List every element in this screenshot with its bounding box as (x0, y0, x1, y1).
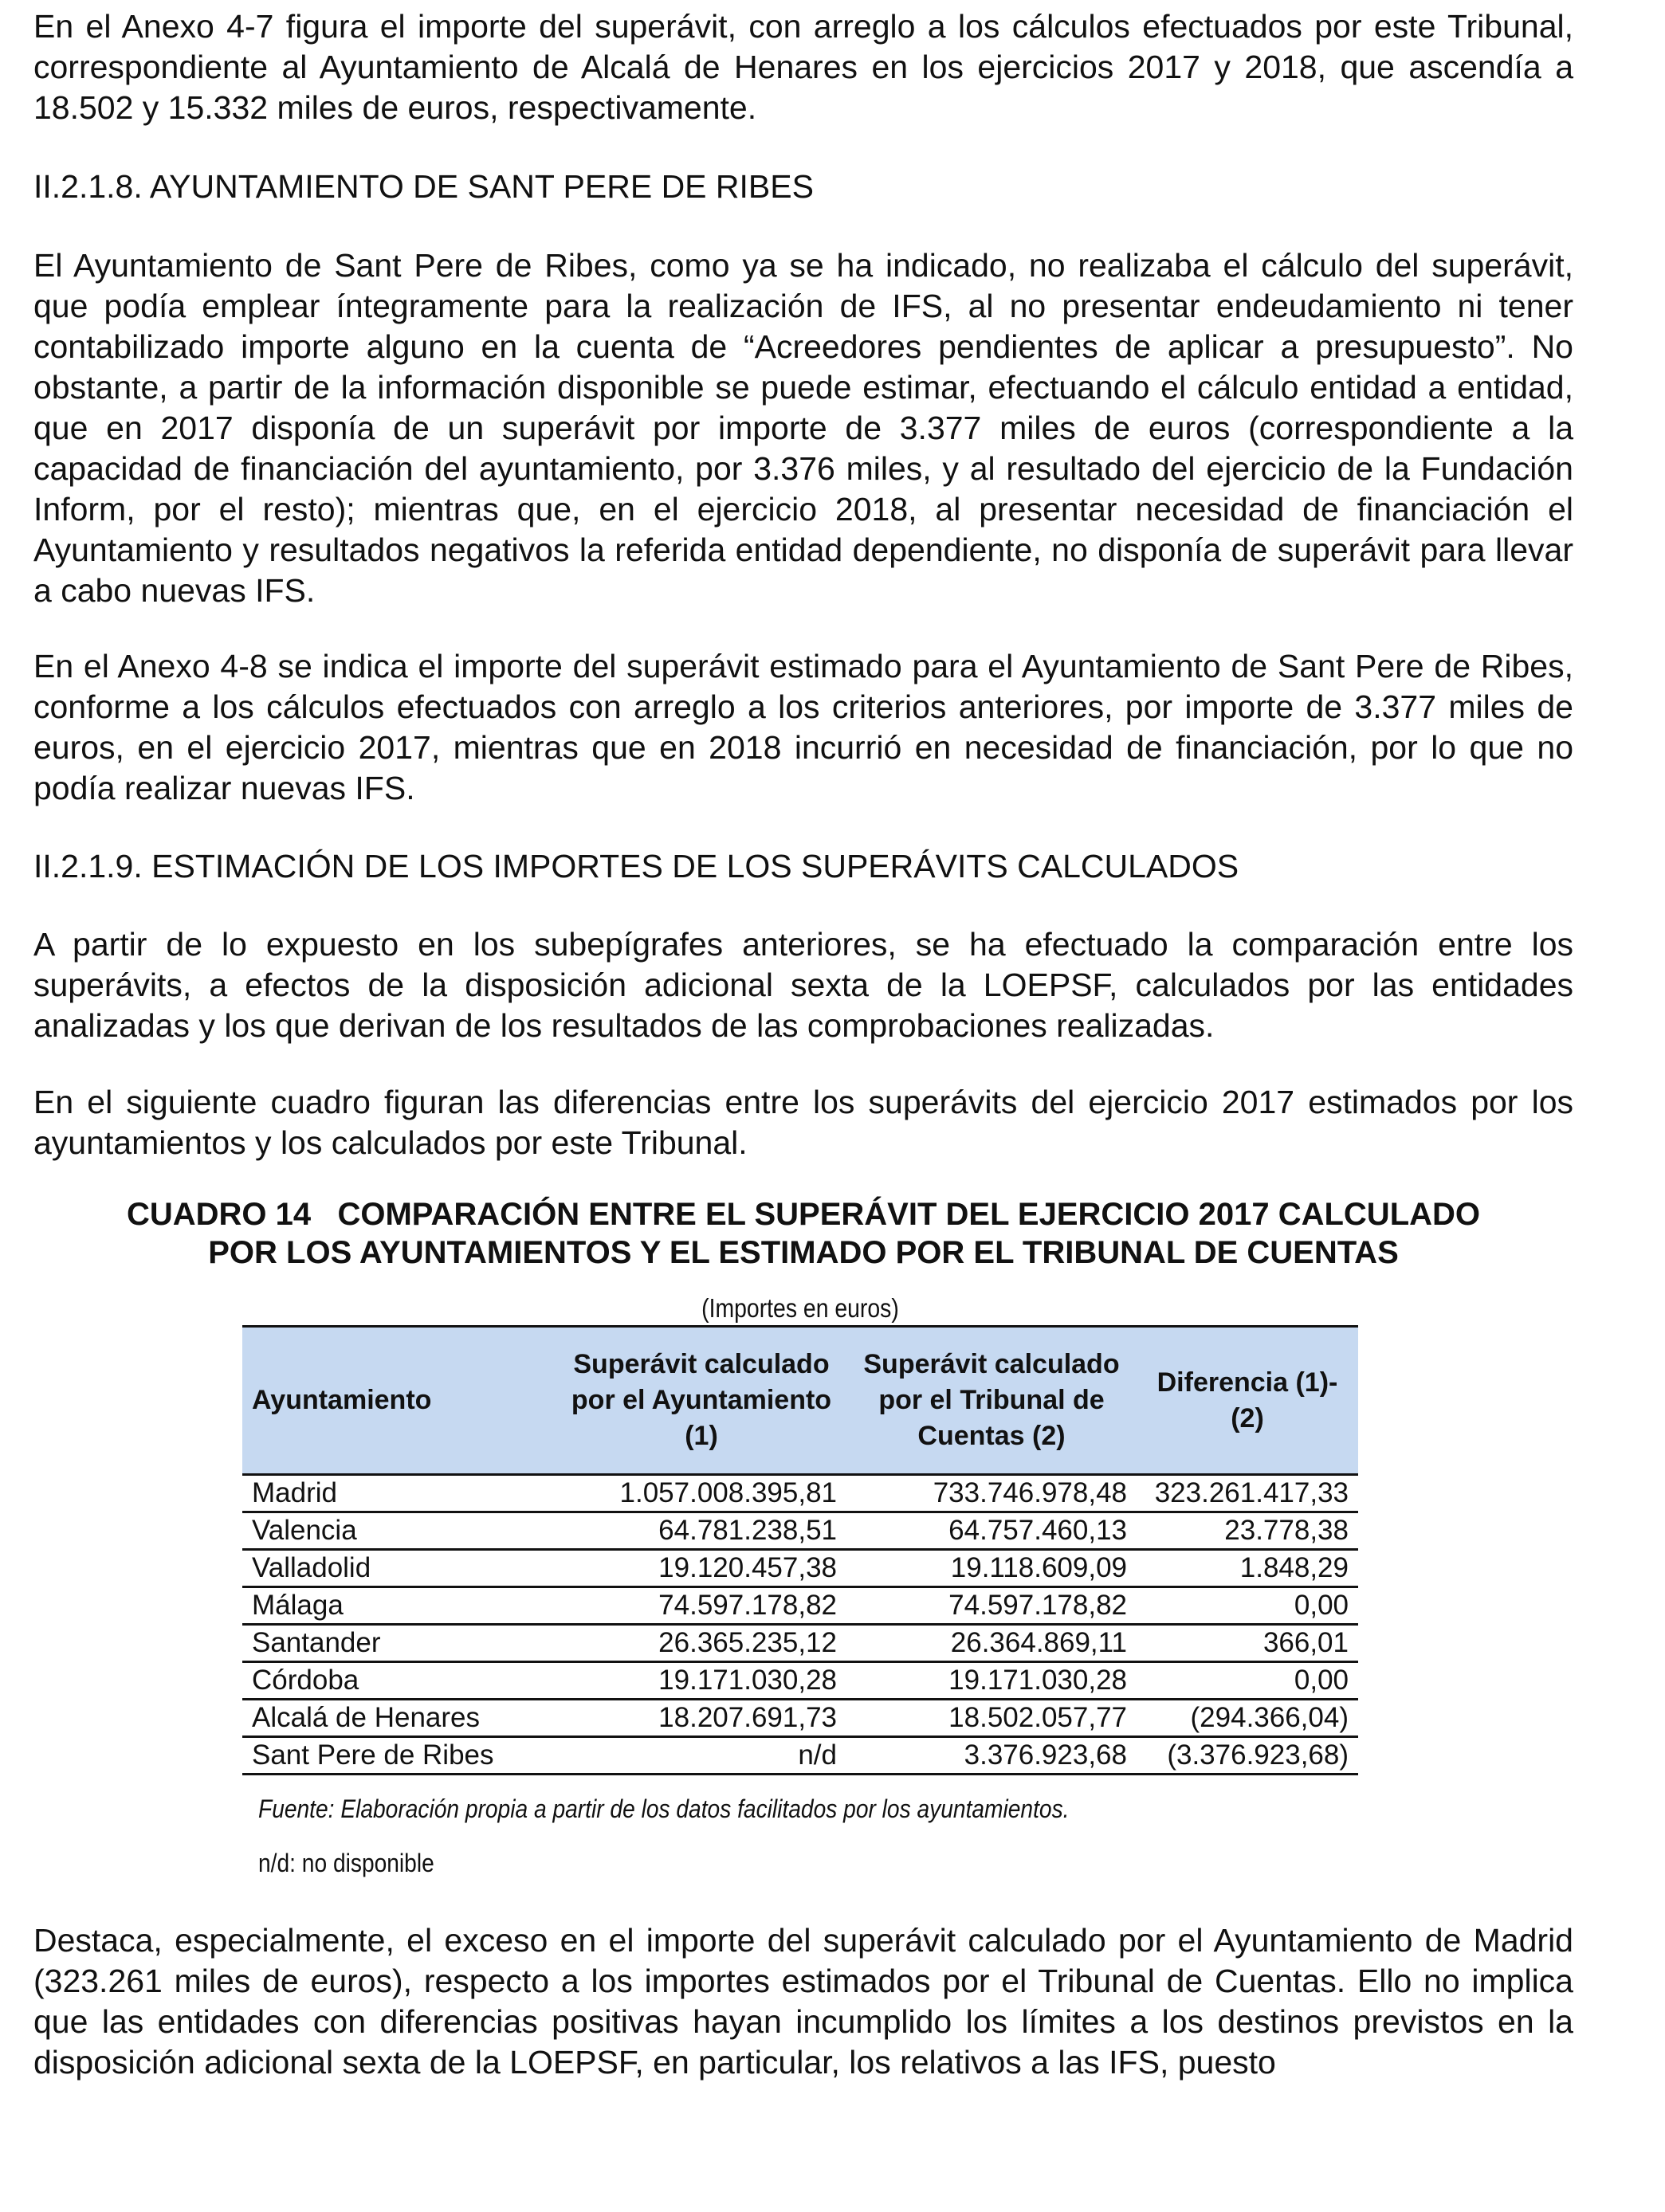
table-header-row (242, 1327, 1358, 1475)
cell-ayuntamiento: Madrid (242, 1475, 556, 1512)
cell-superavit-tribunal: 26.364.869,11 (846, 1625, 1137, 1662)
table-source-note (258, 1793, 1180, 1825)
table-row (242, 1550, 1358, 1587)
cell-diferencia: (3.376.923,68) (1137, 1737, 1358, 1775)
table-row (242, 1512, 1358, 1550)
cell-superavit-tribunal: 733.746.978,48 (846, 1475, 1137, 1512)
table-nd-text: n/d: no disponible (258, 1849, 434, 1877)
section-heading-estimacion: II.2.1.9. ESTIMACIÓN DE LOS IMPORTES DE LOS SUPERÁVITS CALCULADOS (33, 848, 1239, 884)
table-row (242, 1587, 1358, 1625)
header-ayuntamiento: Ayuntamiento (242, 1327, 556, 1475)
cell-diferencia: 0,00 (1137, 1662, 1358, 1700)
table-row (242, 1662, 1358, 1700)
paragraph-anexo-4-8: En el Anexo 4-8 se indica el importe del superávit estimado para el Ayuntamiento de Sant Pere de Ribes, conforme a los cálculos efectuados con arreglo a los criterios anteriores, por importe de 3.377 miles de euros, en el ejercicio 2017, mientras que en 2018 incurrió en necesidad de financiación, por lo que no podía realizar nuevas IFS. (33, 648, 1573, 806)
section-heading-sant-pere: II.2.1.8. AYUNTAMIENTO DE SANT PERE DE RIBES (33, 168, 814, 205)
cell-superavit-ayuntamiento: 19.120.457,38 (556, 1550, 846, 1587)
table-body (242, 1475, 1358, 1775)
cell-ayuntamiento: Alcalá de Henares (242, 1700, 556, 1737)
cell-diferencia: 23.778,38 (1137, 1512, 1358, 1550)
cell-superavit-tribunal: 19.171.030,28 (846, 1662, 1137, 1700)
table-source-text: Fuente: Elaboración propia a partir de los datos facilitados por los ayuntamientos. (258, 1794, 1070, 1823)
table-row (242, 1700, 1358, 1737)
paragraph-anexo-4-7: En el Anexo 4-7 figura el importe del superávit, con arreglo a los cálculos efectuados por este Tribunal, correspondiente al Ayuntamiento de Alcalá de Henares en los ejercicios 2017 y 2018, que ascendía a 18.502 y 15.332 miles de euros, respectivamente. (33, 8, 1573, 126)
header-superavit-tribunal: Superávit calculado por el Tribunal de Cuentas (2) (846, 1327, 1137, 1475)
cell-diferencia: 366,01 (1137, 1625, 1358, 1662)
cell-superavit-ayuntamiento: n/d (556, 1737, 846, 1775)
cell-ayuntamiento: Valencia (242, 1512, 556, 1550)
cell-ayuntamiento: Santander (242, 1625, 556, 1662)
header-superavit-ayuntamiento: Superávit calculado por el Ayuntamiento (1) (556, 1327, 846, 1475)
cell-superavit-tribunal: 64.757.460,13 (846, 1512, 1137, 1550)
table-row (242, 1737, 1358, 1775)
comparison-table (242, 1325, 1358, 1775)
cell-superavit-ayuntamiento: 64.781.238,51 (556, 1512, 846, 1550)
paragraph-destaca: Destaca, especialmente, el exceso en el importe del superávit calculado por el Ayuntamiento de Madrid (323.261 miles de euros), respecto a los importes estimados por el Tribunal de Cuentas. Ello no implica que las entidades con diferencias positivas hayan incumplido los límites a los destinos previstos en la disposición adicional sexta de la LOEPSF, en particular, los relativos a las IFS, puesto (33, 1922, 1573, 2081)
cell-ayuntamiento: Málaga (242, 1587, 556, 1625)
table-title (33, 1195, 1573, 1272)
cell-superavit-ayuntamiento: 19.171.030,28 (556, 1662, 846, 1700)
cell-superavit-ayuntamiento: 1.057.008.395,81 (556, 1475, 846, 1512)
cell-superavit-tribunal: 3.376.923,68 (846, 1737, 1137, 1775)
paragraph-sant-pere: El Ayuntamiento de Sant Pere de Ribes, como ya se ha indicado, no realizaba el cálculo del superávit, que podía emplear íntegramente para la realización de IFS, al no presentar endeudamiento ni tener contabilizado importe alguno en la cuenta de “Acreedores pendientes de aplicar a presupuesto”. No obstante, a partir de la información disponible se puede estimar, efectuando el cálculo entidad a entidad, que en 2017 disponía de un superávit por importe de 3.377 miles de euros (correspondiente a la capacidad de financiación del ayuntamiento, por 3.376 miles, y al resultado del ejercicio de la Fundación Inform, por el resto); mientras que, en el ejercicio 2018, al presentar necesidad de financiación el Ayuntamiento y resultados negativos la referida entidad dependiente, no disponía de superávit para llevar a cabo nuevas IFS. (33, 247, 1573, 609)
header-diferencia: Diferencia (1)-(2) (1137, 1327, 1358, 1475)
cell-superavit-ayuntamiento: 74.597.178,82 (556, 1587, 846, 1625)
table-title-line-1: CUADRO 14 COMPARACIÓN ENTRE EL SUPERÁVIT DEL EJERCICIO 2017 CALCULADO (126, 1197, 1481, 1232)
table-row (242, 1625, 1358, 1662)
cell-superavit-ayuntamiento: 26.365.235,12 (556, 1625, 846, 1662)
cell-ayuntamiento: Sant Pere de Ribes (242, 1737, 556, 1775)
cell-superavit-tribunal: 18.502.057,77 (846, 1700, 1137, 1737)
cell-ayuntamiento: Córdoba (242, 1662, 556, 1700)
table-title-line-2: POR LOS AYUNTAMIENTOS Y EL ESTIMADO POR EL TRIBUNAL DE CUENTAS (208, 1235, 1399, 1270)
cell-diferencia: 323.261.417,33 (1137, 1475, 1358, 1512)
cell-superavit-ayuntamiento: 18.207.691,73 (556, 1700, 846, 1737)
cell-diferencia: 0,00 (1137, 1587, 1358, 1625)
table-nd-note (258, 1847, 458, 1879)
cell-diferencia: (294.366,04) (1137, 1700, 1358, 1737)
paragraph-comparacion: A partir de lo expuesto en los subepígrafes anteriores, se ha efectuado la comparación entre los superávits, a efectos de la disposición adicional sexta de la LOEPSF, calculados por las entidades analizadas y los que derivan de los resultados de las comprobaciones realizadas. (33, 926, 1573, 1044)
paragraph-cuadro-intro: En el siguiente cuadro figuran las diferencias entre los superávits del ejercicio 2017 estimados por los ayuntamientos y los calculados por este Tribunal. (33, 1084, 1573, 1161)
table-row (242, 1475, 1358, 1512)
cell-diferencia: 1.848,29 (1137, 1550, 1358, 1587)
cell-superavit-tribunal: 19.118.609,09 (846, 1550, 1137, 1587)
cell-ayuntamiento: Valladolid (242, 1550, 556, 1587)
cell-superavit-tribunal: 74.597.178,82 (846, 1587, 1137, 1625)
table-units-note: (Importes en euros) (701, 1293, 899, 1323)
